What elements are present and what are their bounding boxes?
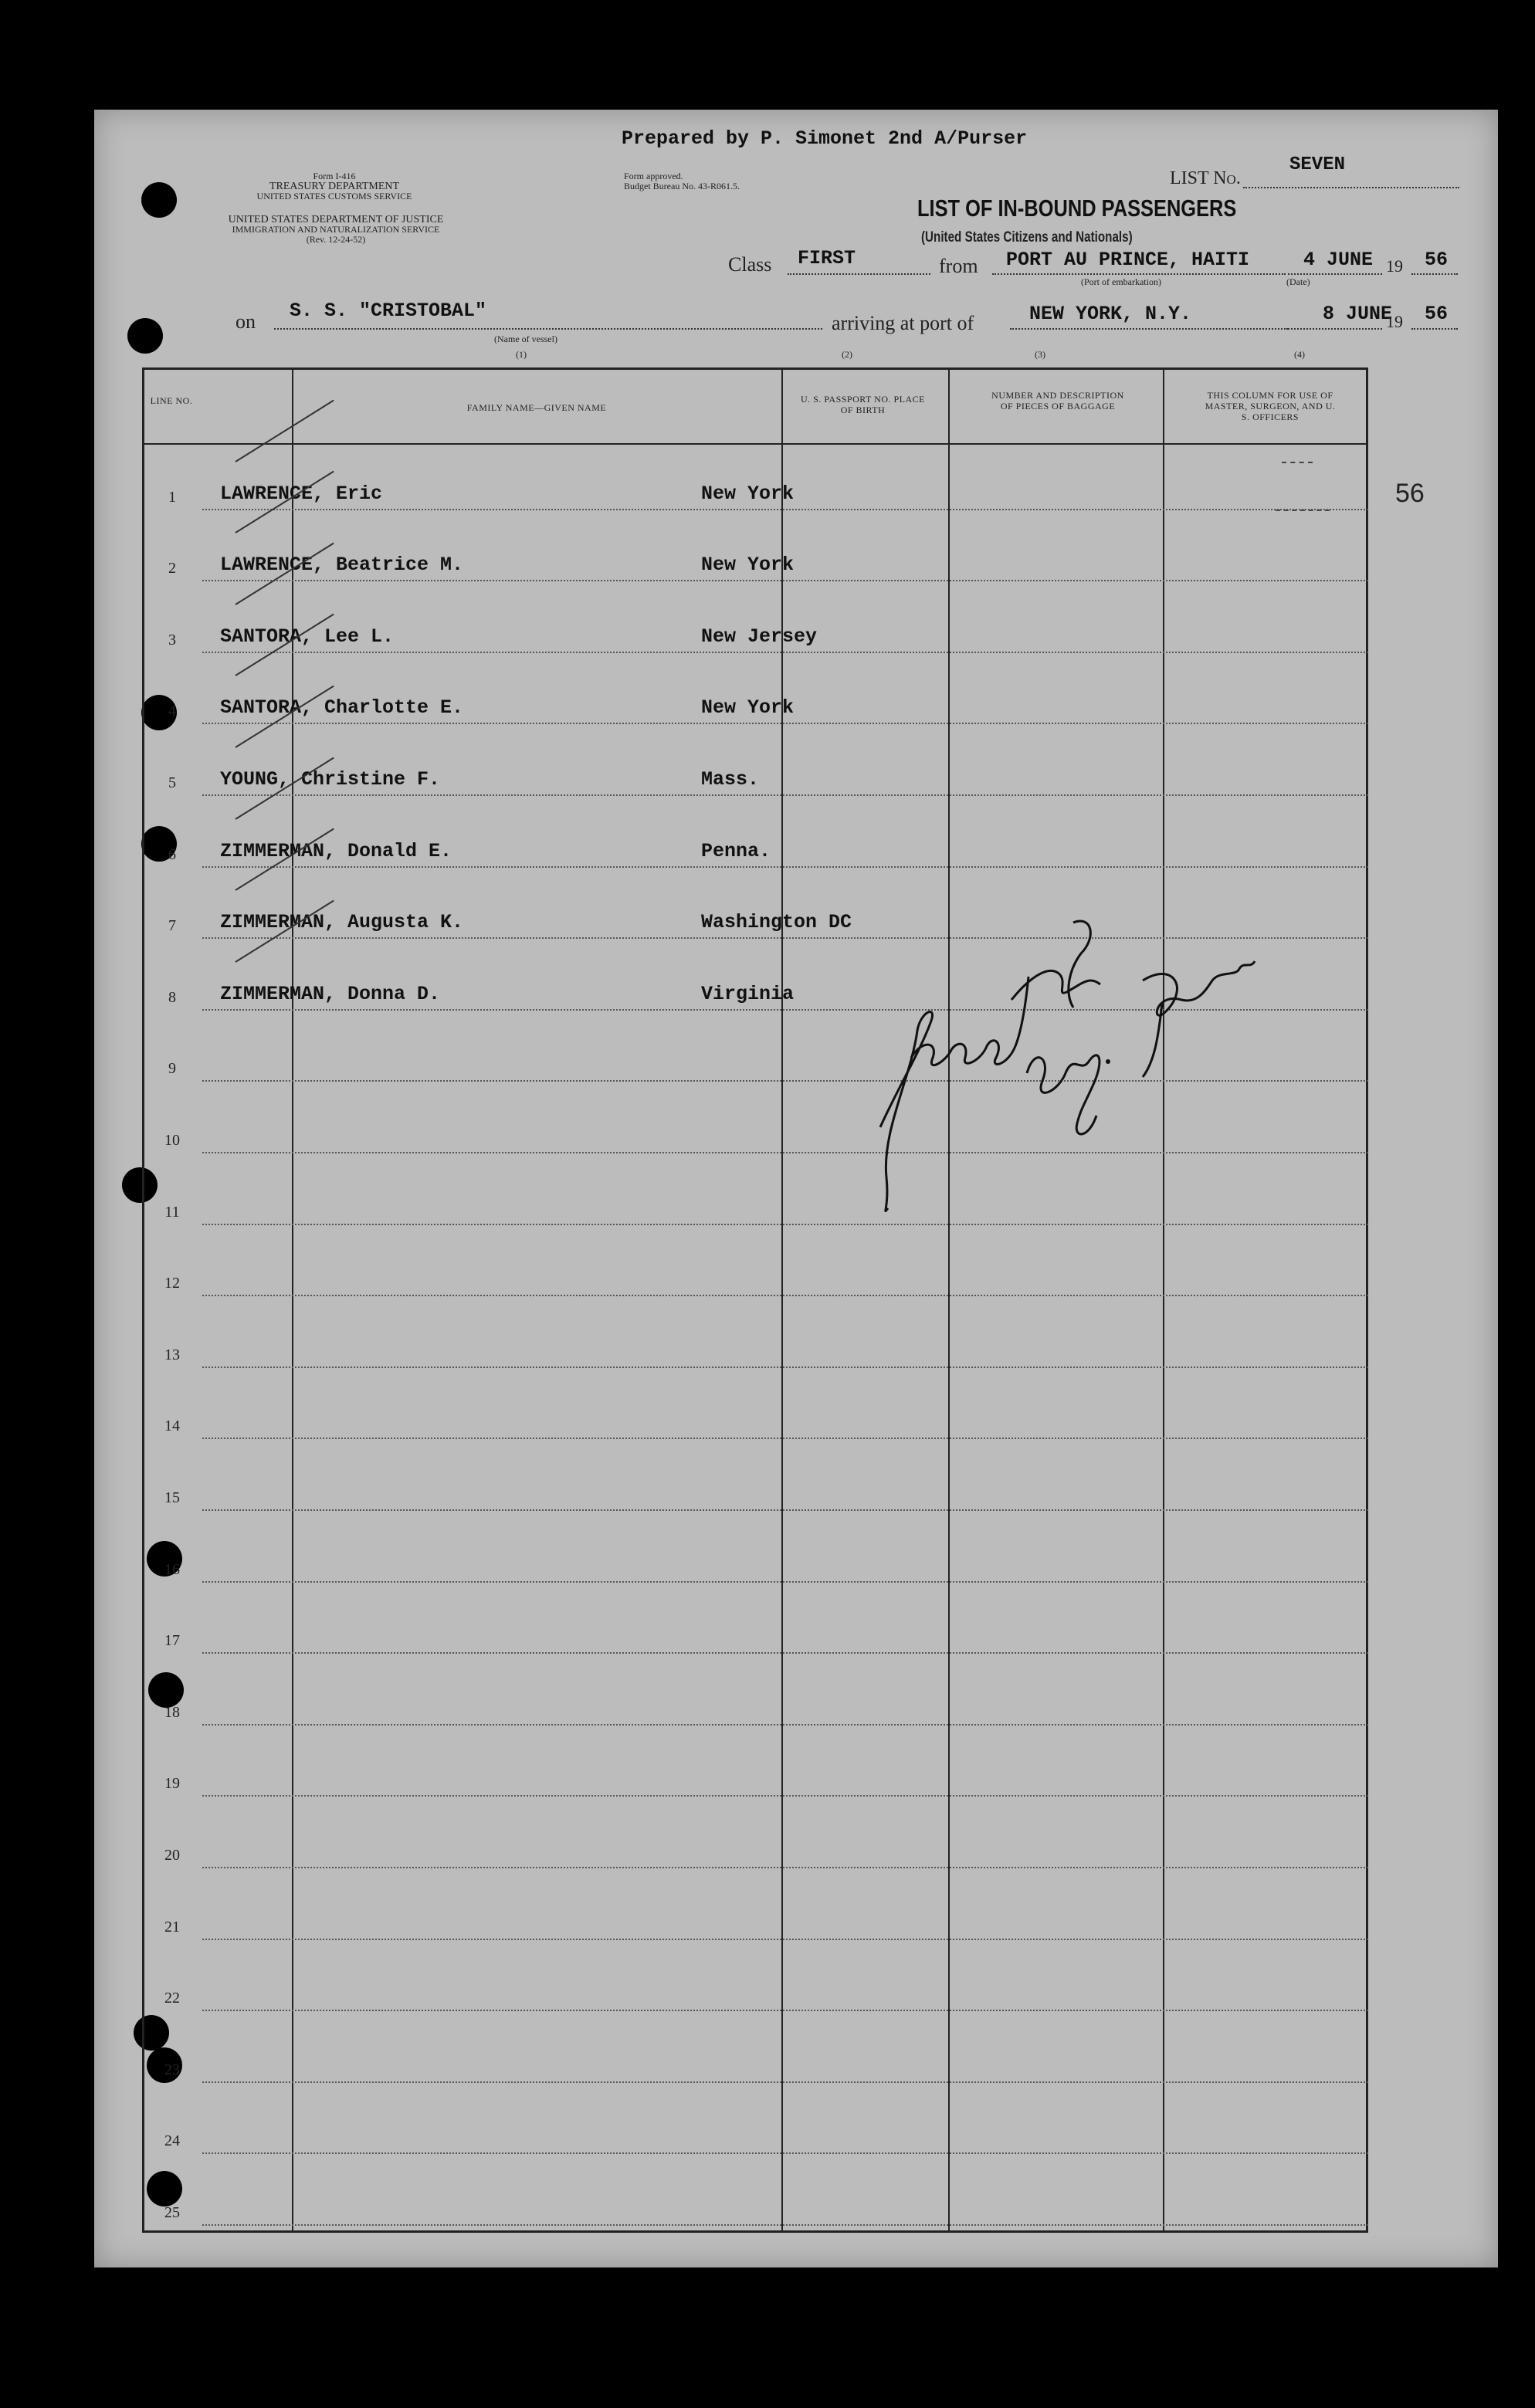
table-row-line bbox=[202, 509, 1368, 510]
arrival-date-line bbox=[1288, 328, 1382, 330]
vessel-name: S. S. "CRISTOBAL" bbox=[290, 300, 487, 322]
justice-block bbox=[224, 215, 448, 245]
budget-bureau: Budget Bureau No. 43-R061.5. bbox=[624, 181, 740, 191]
line-number: 13 bbox=[164, 1346, 180, 1363]
place-of-birth: Penna. bbox=[701, 839, 771, 862]
table-row-line bbox=[202, 580, 1368, 581]
place-of-birth: New York bbox=[701, 696, 795, 720]
table-row-line bbox=[202, 1795, 1368, 1797]
passenger-name: SANTORA, Lee L. bbox=[220, 625, 395, 648]
table-row-line bbox=[202, 1367, 1368, 1368]
form-approved: Form approved. bbox=[624, 171, 683, 181]
line-number: 25 bbox=[164, 2204, 180, 2221]
header-passport: U. S. PASSPORT NO. PLACE OF BIRTH bbox=[801, 394, 925, 415]
header-divider bbox=[142, 443, 1368, 445]
arrival-date: 8 JUNE bbox=[1323, 303, 1393, 325]
on-label: on bbox=[236, 310, 256, 333]
passenger-name: ZIMMERMAN, Augusta K. bbox=[220, 911, 464, 934]
from-label: from bbox=[939, 255, 978, 277]
date-caption: (Date) bbox=[1286, 276, 1310, 287]
officer-note: 56 bbox=[1395, 479, 1425, 508]
column-number-1: (1) bbox=[516, 349, 527, 360]
passenger-name: LAWRENCE, Beatrice M. bbox=[220, 554, 464, 577]
passenger-name: SANTORA, Charlotte E. bbox=[220, 696, 464, 720]
table-row-line bbox=[202, 794, 1368, 796]
port-caption: (Port of embarkation) bbox=[1081, 276, 1161, 287]
place-of-birth: New York bbox=[701, 482, 795, 505]
arriving-label: arriving at port of bbox=[832, 312, 974, 334]
form-agency-block bbox=[230, 171, 439, 202]
list-no-label: LIST No. bbox=[1170, 168, 1241, 188]
line-number: 10 bbox=[164, 1132, 180, 1149]
table-row-line bbox=[202, 1652, 1368, 1654]
officer-mark-1 bbox=[1282, 462, 1313, 463]
table-row-line bbox=[202, 1295, 1368, 1296]
line-number: 3 bbox=[168, 631, 176, 649]
inspector-signature bbox=[849, 907, 1266, 1216]
table-row-line bbox=[202, 1438, 1368, 1439]
ins-service: IMMIGRATION AND NATURALIZATION SERVICE bbox=[232, 224, 440, 235]
punch-hole bbox=[141, 182, 177, 218]
table-row-line bbox=[202, 1509, 1368, 1511]
line-number: 5 bbox=[168, 774, 176, 791]
table-row-line bbox=[202, 2010, 1368, 2011]
table-row-line bbox=[202, 2081, 1368, 2083]
line-number: 16 bbox=[164, 1560, 180, 1578]
line-number: 7 bbox=[168, 917, 176, 935]
departure-year-prefix: 19 bbox=[1386, 256, 1403, 276]
line-number: 12 bbox=[164, 1275, 180, 1292]
customs-service: UNITED STATES CUSTOMS SERVICE bbox=[256, 191, 412, 202]
class-label: Class bbox=[728, 253, 772, 276]
line-number: 8 bbox=[168, 988, 176, 1006]
arrival-port-line bbox=[1010, 328, 1288, 330]
header-baggage: NUMBER AND DESCRIPTION OF PIECES OF BAGGAGE bbox=[991, 390, 1124, 411]
line-number: 11 bbox=[164, 1203, 180, 1221]
line-number: 9 bbox=[168, 1060, 176, 1078]
line-number: 24 bbox=[164, 2132, 180, 2150]
line-number: 6 bbox=[168, 845, 176, 863]
line-number: 14 bbox=[164, 1417, 180, 1435]
line-number: 4 bbox=[168, 703, 176, 720]
treasury-department: TREASURY DEPARTMENT bbox=[269, 181, 400, 192]
header-officers: THIS COLUMN FOR USE OF MASTER, SURGEON, AND U. S. OFFICERS bbox=[1205, 390, 1336, 422]
place-of-birth: New Jersey bbox=[701, 625, 818, 648]
revision-date: (Rev. 12-24-52) bbox=[306, 234, 366, 245]
passenger-name: ZIMMERMAN, Donald E. bbox=[220, 839, 452, 862]
place-of-birth: Mass. bbox=[701, 768, 760, 791]
table-row-line bbox=[202, 652, 1368, 653]
departure-year-line bbox=[1411, 273, 1458, 275]
arrival-year-line bbox=[1411, 328, 1458, 330]
passenger-name: ZIMMERMAN, Donna D. bbox=[220, 982, 441, 1005]
form-title: LIST OF IN-BOUND PASSENGERS bbox=[917, 195, 1237, 222]
line-number: 2 bbox=[168, 560, 176, 577]
line-number: 19 bbox=[164, 1775, 180, 1793]
vessel-caption: (Name of vessel) bbox=[494, 334, 557, 344]
table-row-line bbox=[202, 723, 1368, 724]
line-number: 17 bbox=[164, 1632, 180, 1650]
form-subtitle: (United States Citizens and Nationals) bbox=[921, 229, 1133, 246]
line-number: 23 bbox=[164, 2061, 180, 2078]
table-row-line bbox=[202, 1224, 1368, 1225]
table-row-line bbox=[202, 1724, 1368, 1726]
justice-department: UNITED STATES DEPARTMENT OF JUSTICE bbox=[228, 214, 444, 225]
punch-hole bbox=[127, 318, 163, 354]
line-number: 1 bbox=[168, 488, 176, 506]
vessel-line bbox=[274, 328, 822, 330]
departure-date: 4 JUNE bbox=[1303, 249, 1374, 271]
passenger-name: YOUNG, Christine F. bbox=[220, 768, 441, 791]
passenger-name: LAWRENCE, Eric bbox=[220, 482, 383, 505]
table-row-line bbox=[202, 1867, 1368, 1868]
form-number: Form I-416 bbox=[313, 171, 356, 181]
table-row-line bbox=[202, 866, 1368, 868]
line-number: 15 bbox=[164, 1489, 180, 1506]
header-line-no: LINE NO. bbox=[150, 395, 193, 406]
departure-date-line bbox=[1288, 273, 1382, 275]
column-number-3: (3) bbox=[1035, 349, 1045, 360]
arrival-year-prefix: 19 bbox=[1386, 312, 1403, 331]
port-of-embarkation: PORT AU PRINCE, HAITI bbox=[1006, 249, 1250, 271]
approval-block bbox=[624, 171, 740, 191]
line-number: 20 bbox=[164, 1847, 180, 1864]
place-of-birth: Washington DC bbox=[701, 911, 852, 934]
prepared-by: Prepared by P. Simonet 2nd A/Purser bbox=[622, 127, 1028, 150]
list-no-line bbox=[1243, 187, 1459, 188]
class-value: FIRST bbox=[798, 247, 856, 269]
place-of-birth: Virginia bbox=[701, 982, 795, 1005]
line-number: 21 bbox=[164, 1918, 180, 1936]
col-divider-4 bbox=[1163, 367, 1164, 2233]
table-row-line bbox=[202, 1939, 1368, 1940]
place-of-birth: New York bbox=[701, 554, 795, 577]
arrival-year: 56 bbox=[1425, 303, 1449, 325]
line-number: 22 bbox=[164, 1990, 180, 2007]
table-row-line bbox=[202, 1581, 1368, 1583]
header-name: FAMILY NAME—GIVEN NAME bbox=[466, 402, 607, 413]
arrival-port: NEW YORK, N.Y. bbox=[1029, 303, 1192, 325]
table-row-line bbox=[202, 2224, 1368, 2226]
class-line bbox=[788, 273, 930, 275]
departure-year: 56 bbox=[1425, 249, 1449, 271]
column-number-4: (4) bbox=[1294, 349, 1305, 360]
list-no-value: SEVEN bbox=[1289, 154, 1346, 175]
line-number: 18 bbox=[164, 1703, 180, 1721]
port-line bbox=[992, 273, 1286, 275]
table-row-line bbox=[202, 2152, 1368, 2154]
col-divider-3 bbox=[948, 367, 950, 2233]
column-number-2: (2) bbox=[842, 349, 852, 360]
